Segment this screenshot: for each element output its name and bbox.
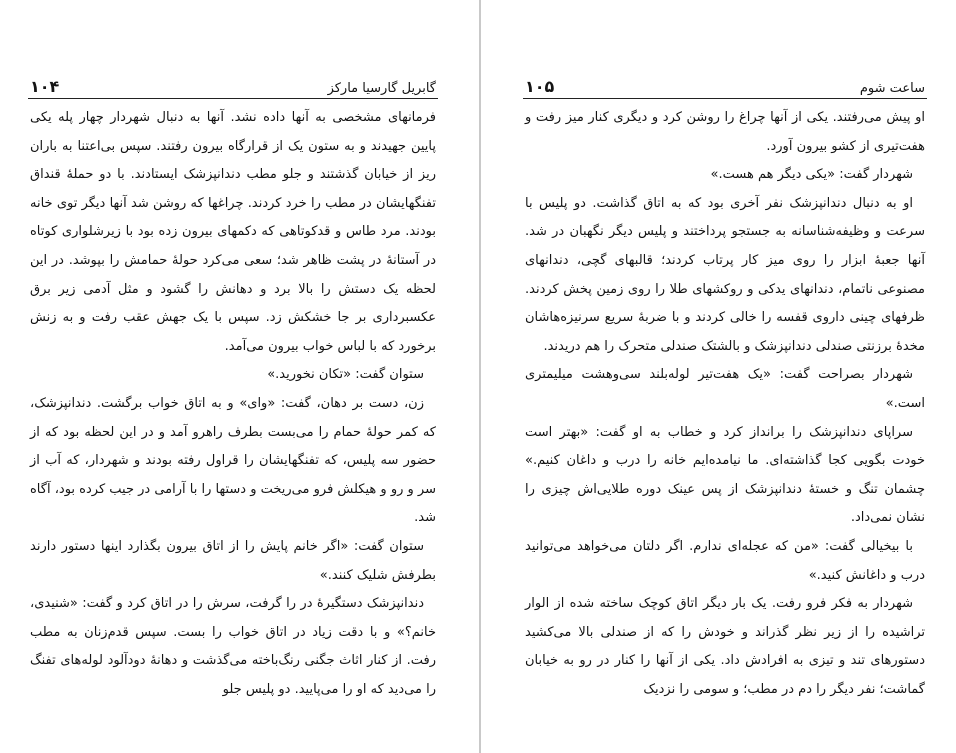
left-header-rule bbox=[28, 98, 438, 99]
paragraph: فرمانهای مشخصی به آنها داده نشد. آنها به دنبال شهردار چهار پله یکی پایین جهیدند و به ستون یک از قرارگاه بیرون رفتند. سپس بی‌اعتنا به باران ریز از خیابان گذشتند و جلو مطب دندانپزشک ایستادند. با دو حملهٔ قنداق تفنگهایشان در مطب را خرد کردند. چراغها که روشن شد آنها دیگر توی خانه بودند. مرد طاس و قدکوتاهی که دکمهای بیرون زده بود با زیرشلواری کوتاه در آستانهٔ در پشت ظاهر شد؛ سعی می‌کرد حولهٔ حمامش را بپوشد. در این لحظه یک دستش را بالا برد و دهانش را گشود و مثل آدمی زیر برق عکسبرداری بر جا خشکش زد. سپس با یک جهش عقب رفت و به زنش برخورد که با لباس خواب بیرون می‌آمد. bbox=[30, 110, 436, 354]
right-running-title: ساعت شوم bbox=[859, 81, 925, 96]
right-header-rule bbox=[523, 98, 927, 99]
left-running-title: گابریل گارسیا مارکز bbox=[327, 81, 436, 96]
right-body-text bbox=[525, 104, 925, 704]
paragraph: شهردار گفت: «یکی دیگر هم هست.» bbox=[710, 167, 913, 183]
paragraph: ستوان گفت: «تکان نخورید.» bbox=[267, 367, 424, 383]
left-page-number: ۱۰۴ bbox=[30, 77, 60, 96]
left-body-text bbox=[30, 104, 436, 704]
paragraph: زن، دست بر دهان، گفت: «وای» و به اتاق خواب برگشت. دندانپزشک، که کمر حولهٔ حمام را می‌بست بطرف راهرو آمد و در این لحظه بود که از حضور سه پلیس، که تفنگهایشان را قراول رفته بودند و شهردار، که آب از سر و رو و هیکلش فرو می‌ریخت و دستها را با آرامی در جیب کرده بود، آگاه شد. bbox=[30, 395, 436, 526]
paragraph: او به دنبال دندانپزشک نفر آخری بود که به اتاق گذاشت. دو پلیس با سرعت و وظیفه‌شناسانه به جستجو پرداختند و پلیس دیگر نگهبان در شد. آنها جعبهٔ ابزار را روی میز کار پرتاب کردند؛ قالبهای گچی، دندانهای مصنوعی ناتمام، دندانهای یدکی و روکشهای طلا را روی زمین پخش کردند. ظرفهای چینی داروی قفسه را خالی کردند و با ضربهٔ سریع سرنیزه‌هاشان مخدهٔ برزنتی صندلی دندانپزشک و بالشتک صندلی متحرک را هم دریدند. bbox=[525, 195, 925, 354]
paragraph: سراپای دندانپزشک را برانداز کرد و خطاب به او گفت: «بهتر است خودت بگویی کجا گذاشته‌ای. ما نیامده‌ایم خانه را درب و داغان کنیم.» چشمان تنگ و خستهٔ دندانپزشک از پس عینک دوره طلایی‌اش چیزی را نشان نمی‌داد. bbox=[525, 424, 925, 526]
right-page-number: ۱۰۵ bbox=[525, 77, 555, 96]
paragraph: شهردار بصراحت گفت: «یک هفت‌تیر لوله‌بلند سی‌وهشت میلیمتری است.» bbox=[525, 367, 925, 411]
paragraph: با بیخیالی گفت: «من که عجله‌ای ندارم. اگر دلتان می‌خواهد می‌توانید درب و داغانش کنید.» bbox=[525, 538, 925, 583]
paragraph: شهردار به فکر فرو رفت. یک بار دیگر اتاق کوچک ساخته شده از الوار تراشیده را از زیر نظر گذراند و خودش را که از صندلی بالا می‌کشید دستورهای تند و تیزی به افرادش داد. یکی از آنها را کنار در رو به خیابان گماشت؛ نفر دیگر را دم در مطب؛ و سومی را نزدیک bbox=[525, 596, 925, 697]
right-page-header bbox=[525, 74, 925, 96]
paragraph: او پیش می‌رفتند. یکی از آنها چراغ را روشن کرد و دیگری کنار میز رفت و هفت‌تیری از کشو بیرون آورد. bbox=[525, 110, 925, 154]
right-page bbox=[481, 0, 956, 753]
paragraph: دندانپزشک دستگیرهٔ در را گرفت، سرش را در اتاق کرد و گفت: «شنیدی، خانم؟» و با دقت زیاد در اتاق خواب را بست. سپس قدم‌زنان به مطب رفت. از کنار اثاث جگنی رنگ‌باخته می‌گذشت و دهانهٔ دودآلود لوله‌های تفنگ را می‌دید که او را می‌پایید. دو پلیس جلو bbox=[30, 596, 436, 697]
left-page-header bbox=[30, 74, 436, 96]
paragraph: ستوان گفت: «اگر خانم پایش را از اتاق بیرون بگذارد اینها دستور دارند بطرفش شلیک کنند.» bbox=[30, 538, 436, 583]
